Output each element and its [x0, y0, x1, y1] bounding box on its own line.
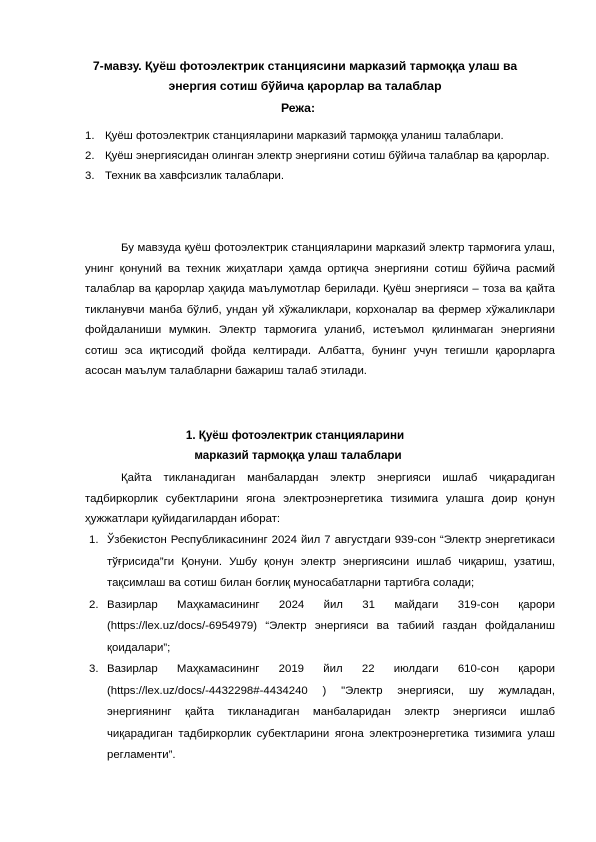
- legislation-item-text: Вазирлар Маҳкамасининг 2019 йил 22 июлдаги 610-сон қарори (https://lex.uz/docs/-4432298#-4434240 ) "Электр энергияси, шу жумладан, энергиянинг қайта тикланадиган манбаларидан электр энергияси ишлаб чиқарадиган тадбиркорлик субектларини ягона электроэнергетика тизимига улаш регламенти”.: [107, 663, 555, 761]
- legislation-item: [85, 659, 555, 767]
- document-title: [70, 56, 540, 96]
- document-title-line-1: 7-мавзу. Қуёш фотоэлектрик станциясини марказий тармоққа улаш ва: [92, 59, 518, 73]
- plan-item-text: Қуёш фотоэлектрик станцияларини марказий тармоққа уланиш талаблари.: [105, 130, 504, 142]
- section-heading-line-1: 1. Қуёш фотоэлектрик станцияларини: [185, 429, 405, 442]
- plan-heading: Режа:: [280, 101, 316, 115]
- plan-item-number: 1.: [85, 130, 95, 142]
- legislation-item-text: Ўзбекистон Республикасининг 2024 йил 7 августдаги 939-сон “Электр энергетикаси тўғрисида”ги Қонуни. Ушбу қонун электр энергиясини ишлаб чиқариш, узатиш, тақсимлаш ва сотиш билан боғлиқ муносабатларни тартибга солади;: [107, 534, 555, 589]
- legislation-list: [85, 530, 555, 767]
- legislation-item: [85, 595, 555, 660]
- plan-item: [85, 126, 555, 146]
- plan-item: [85, 166, 555, 186]
- document-title-line-2: энергия сотиш бўйича қарорлар ва талаблар: [168, 79, 442, 93]
- plan-item-number: 3.: [85, 170, 95, 182]
- plan-item-text: Техник ва хавфсизлик талаблари.: [105, 170, 285, 182]
- legislation-item: [85, 530, 555, 595]
- section-paragraph: Қайта тикланадиган манбалардан электр энергияси ишлаб чиқарадиган тадбиркорлик субектларини ягона электроэнергетика тизимига улашга доир қонун ҳужжатлари қуйидагилардан иборат:: [85, 472, 555, 525]
- plan-item: [85, 146, 555, 166]
- legislation-item-number: 3.: [89, 663, 99, 675]
- section-heading: [0, 426, 596, 466]
- legislation-item-number: 1.: [89, 534, 99, 546]
- plan-list: [85, 126, 555, 186]
- plan-item-number: 2.: [85, 150, 95, 162]
- section-heading-line-2: марказий тармоққа улаш талаблари: [194, 449, 402, 462]
- legislation-item-text: Вазирлар Маҳкамасининг 2024 йил 31 майдаги 319-сон қарори (https://lex.uz/docs/-6954979) “Электр энергияси ва табиий газдан фойдаланиш қоидалари”;: [107, 598, 555, 654]
- intro-paragraph: Бу мавзуда қуёш фотоэлектрик станцияларини марказий электр тармоғига улаш, унинг қонуний ва техник жиҳатлари ҳамда ортиқча энергияни сотиш бўйича расмий талаблар ва қарорлар ҳақида маълумотлар берилади. Қуёш энергияси – тоза ва қайта тикланувчи манба бўлиб, ундан уй хўжаликлари, корхоналар ва фермер хўжаликлари фойдаланиши мумкин. Электр тармоғига уланиб, истеъмол қилинмаган энергияни сотиш эса иқтисодий фойда келтиради. Албатта, бунинг учун тегишли қарорларга асосан маълум талабларни бажариш талаб этилади.: [85, 242, 555, 377]
- plan-item-text: Қуёш энергиясидан олинган электр энергияни сотиш бўйича талаблар ва қарорлар.: [105, 150, 550, 162]
- legislation-item-number: 2.: [89, 598, 99, 611]
